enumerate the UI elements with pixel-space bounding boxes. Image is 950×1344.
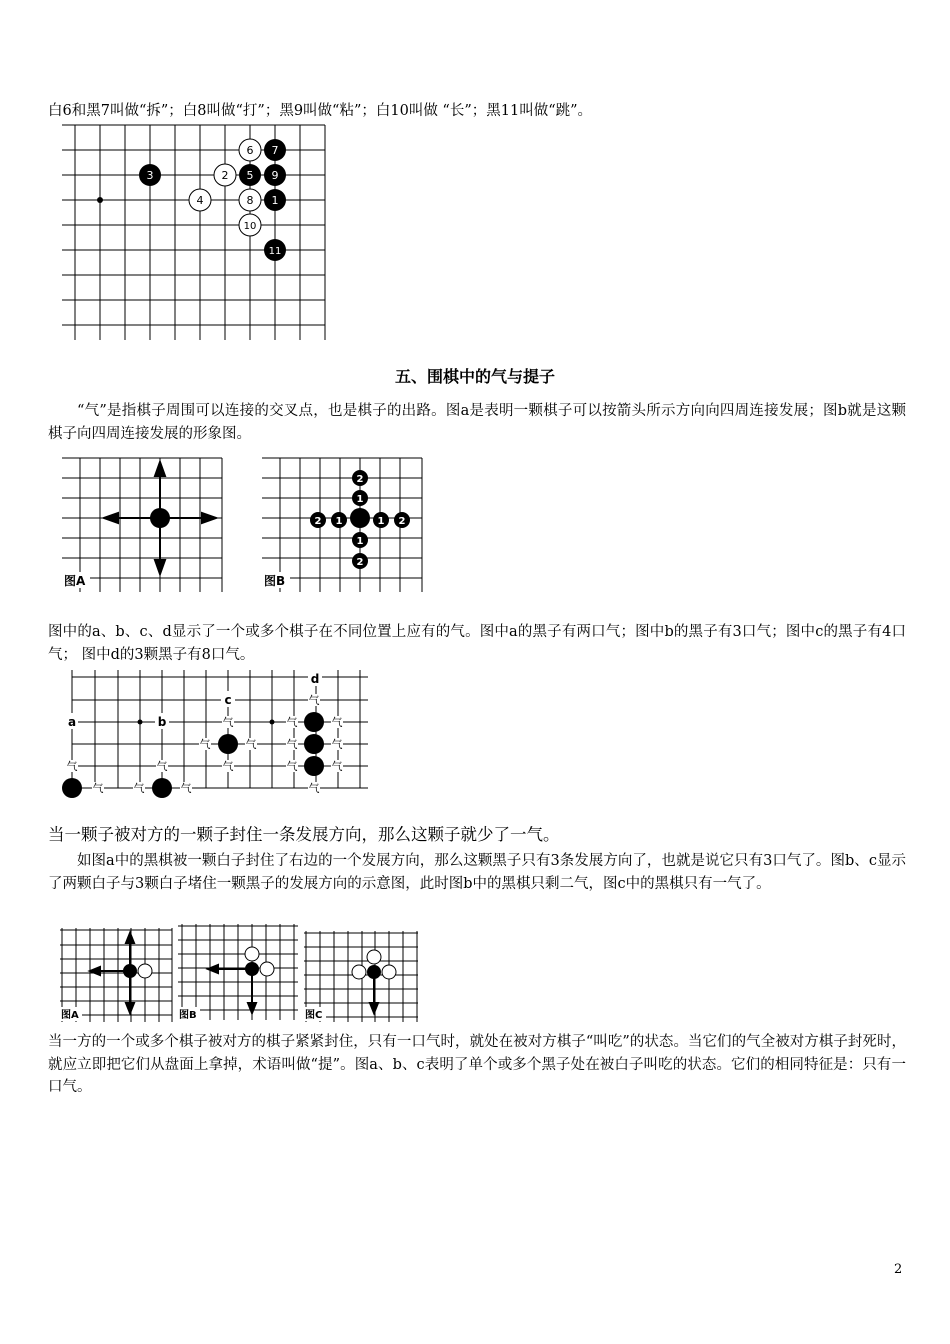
- svg-text:1: 1: [335, 516, 343, 527]
- letter-c: c: [224, 693, 232, 707]
- liberty-d-5: 气: [331, 738, 343, 751]
- liberty-d-7: 气: [331, 760, 343, 773]
- letter-b: b: [157, 715, 167, 729]
- svg-text:10: 10: [243, 221, 257, 232]
- paragraph-atari-capture: 当一方的一个或多个棋子被对方的棋子紧紧封住，只有一口气时，就处在被对方棋子“叫吃”的状态。当它们的气全被对方棋子封死时，就应立即把它们从盘面上拿掉，术语叫做“提”。图a、b、c表明了单个或多个黑子处在被白子叫吃的状态。它们的相同特征是：只有一口气。: [48, 1034, 906, 1095]
- small-figA-label: 图A: [61, 1010, 79, 1021]
- liberty-c-1: 气: [222, 716, 234, 729]
- page-number: 2: [894, 1262, 903, 1277]
- liberty-c-3: 气: [245, 738, 257, 751]
- svg-text:5: 5: [246, 169, 254, 182]
- figB-label: 图B: [264, 574, 286, 588]
- letter-a: a: [67, 715, 77, 729]
- svg-text:7: 7: [271, 144, 279, 157]
- small-figB-grid: [178, 924, 298, 1020]
- svg-text:1: 1: [377, 516, 385, 527]
- liberty-d-1: 气: [308, 694, 320, 707]
- liberty-b-3: 气: [180, 782, 192, 795]
- intro-line: 白6和黑7叫做“拆”；白8叫做“打”；黑9叫做“粘”；白10叫做 “长”；黑11叫做“跳”。: [48, 103, 593, 119]
- liberty-d-6: 气: [286, 760, 298, 773]
- liberty-d-8: 气: [308, 782, 320, 795]
- svg-text:2: 2: [356, 474, 364, 485]
- svg-text:6: 6: [246, 144, 254, 157]
- liberty-d-2: 气: [286, 716, 298, 729]
- section-title: 五、围棋中的气与提子: [394, 367, 555, 386]
- svg-text:1: 1: [356, 494, 364, 505]
- small-figC-label: 图C: [305, 1010, 323, 1021]
- liberty-d-3: 气: [331, 716, 343, 729]
- svg-text:3: 3: [146, 169, 154, 182]
- liberty-d-4: 气: [286, 738, 298, 751]
- liberty-a-2: 气: [92, 782, 104, 795]
- svg-text:2: 2: [356, 557, 364, 568]
- svg-text:8: 8: [246, 194, 254, 207]
- svg-text:9: 9: [271, 169, 279, 182]
- small-figA-white-stone: [138, 964, 152, 978]
- svg-text:2: 2: [314, 516, 322, 527]
- figA-label: 图A: [64, 574, 86, 588]
- liberty-c-4: 气: [222, 760, 234, 773]
- small-figC-white-stone-top: [367, 950, 381, 964]
- liberty-reduction-line: 当一颗子被对方的一颗子封住一条发展方向，那么这颗子就少了一气。: [48, 825, 560, 844]
- small-figB-white-stone-top: [245, 947, 259, 961]
- liberty-b-1: 气: [133, 782, 145, 795]
- small-figB-black-stone: [245, 962, 259, 976]
- paragraph-liberty-examples: 图中的a、b、c、d显示了一个或多个棋子在不同位置上应有的气。图中a的黑子有两口气；图中b的黑子有3口气；图中c的黑子有4口气； 图中d的3颗黑子有8口气。: [48, 624, 906, 663]
- small-figC-white-stone-right: [382, 965, 396, 979]
- paragraph-liberty-definition: “气”是指棋子周围可以连接的交叉点，也是棋子的出路。图a是表明一颗棋子可以按箭头所示方向向四周连接发展；图b就是这颗棋子向四周连接发展的形象图。: [48, 403, 906, 442]
- small-figA-black-stone: [123, 964, 137, 978]
- svg-text:2: 2: [398, 516, 406, 527]
- small-figB-label: 图B: [179, 1010, 197, 1021]
- small-figB-white-stone-right: [260, 962, 274, 976]
- svg-text:1: 1: [356, 536, 364, 547]
- svg-text:4: 4: [196, 194, 204, 207]
- svg-text:11: 11: [268, 246, 282, 257]
- small-figC-black-stone: [367, 965, 381, 979]
- letter-d: d: [310, 672, 320, 686]
- svg-text:2: 2: [221, 169, 229, 182]
- small-figC-white-stone-left: [352, 965, 366, 979]
- paragraph-blocked-directions: 如图a中的黑棋被一颗白子封住了右边的一个发展方向，那么这颗黑子只有3条发展方向了，也就是说它只有3口气了。图b、c显示了两颗白子与3颗白子堵住一颗黑子的发展方向的示意图，此时图b中的黑棋只剩二气，图c中的黑棋只有一气了。: [48, 853, 906, 892]
- liberty-b-2: 气: [156, 760, 168, 773]
- liberty-a-1: 气: [66, 760, 78, 773]
- liberty-c-2: 气: [199, 738, 211, 751]
- svg-text:1: 1: [271, 194, 279, 207]
